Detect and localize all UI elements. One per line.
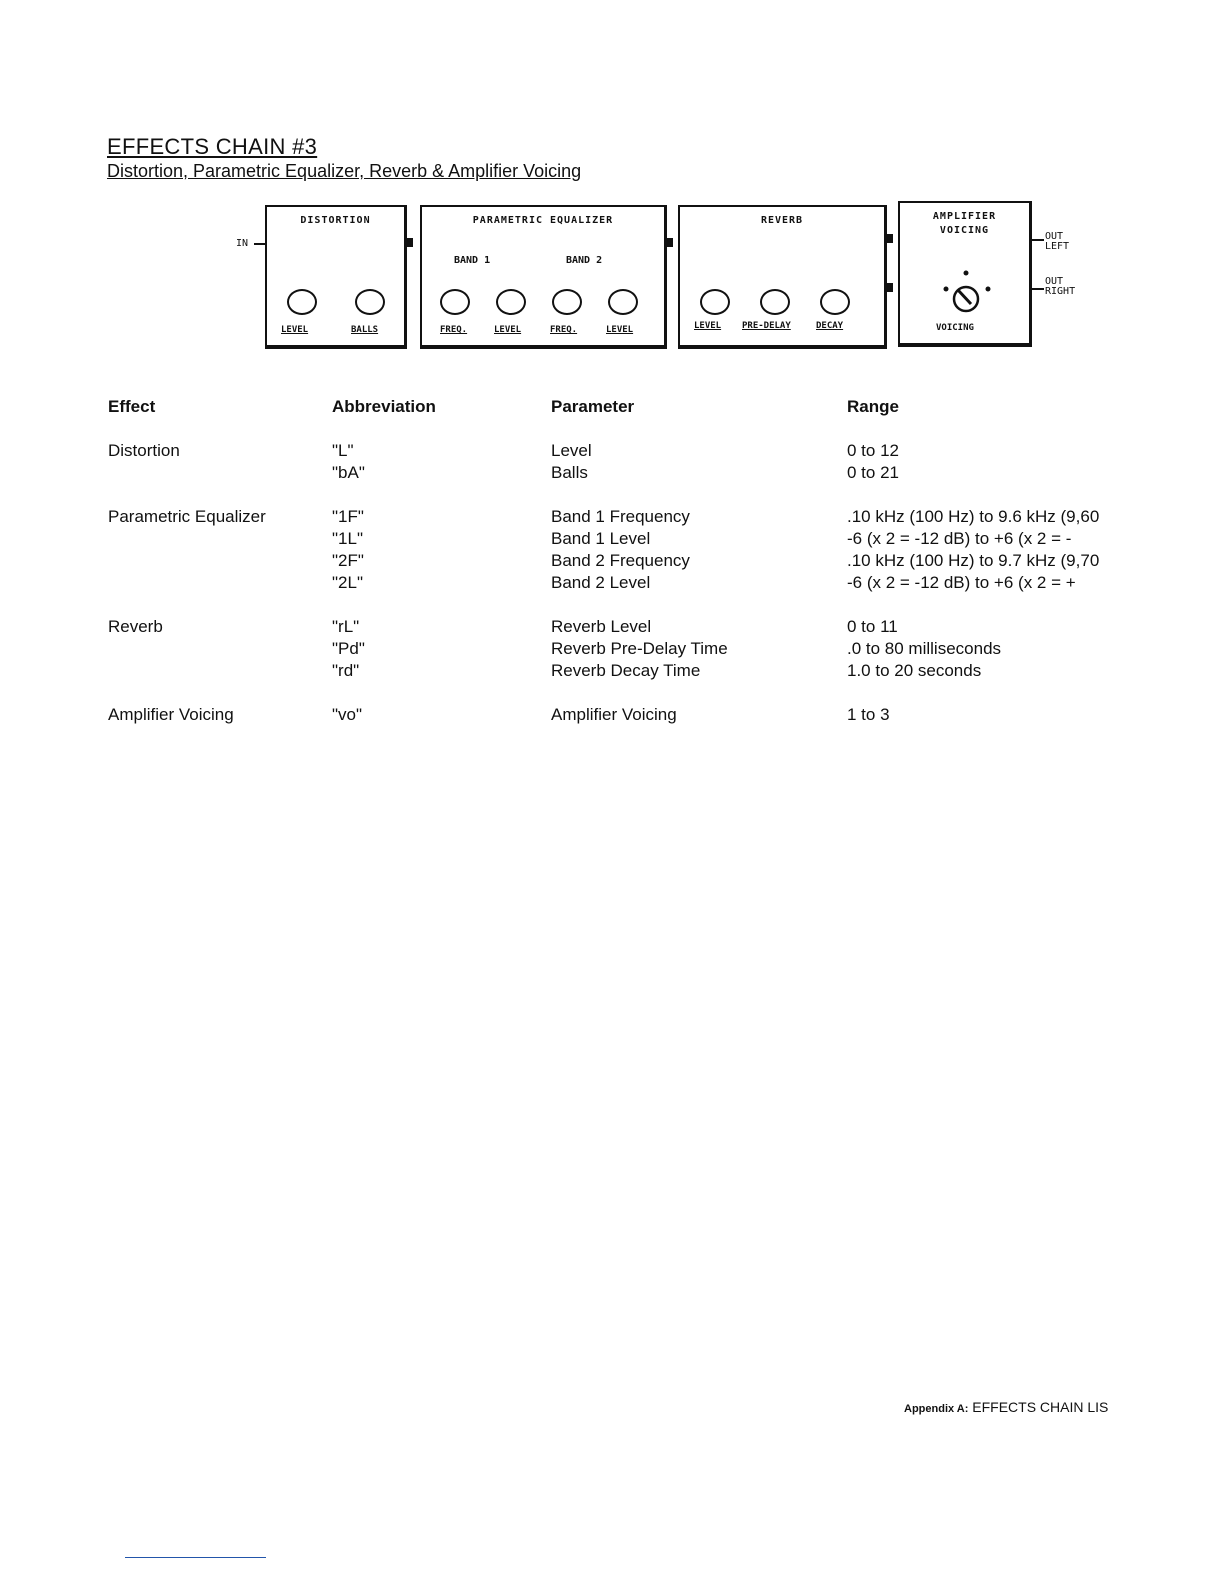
footer-text: EFFECTS CHAIN LIS: [972, 1399, 1109, 1415]
abbreviation-cell: "rL": [332, 617, 360, 636]
parameter-cell: Band 1 Level: [551, 529, 651, 548]
range-cell: 1 to 3: [847, 705, 890, 724]
amp-title-line2: VOICING: [939, 225, 990, 236]
signal-arrow-right: [887, 283, 893, 292]
range-cell: 0 to 21: [847, 463, 899, 482]
column-header-abbreviation: Abbreviation: [332, 397, 436, 416]
abbreviation-cell: "bA": [332, 463, 365, 482]
reverb-title: REVERB: [760, 215, 804, 226]
range-cell: 1.0 to 20 seconds: [847, 661, 982, 680]
range-cell: .10 kHz (100 Hz) to 9.7 kHz (9,70: [847, 551, 1100, 570]
abbreviation-cell: "L": [332, 441, 354, 460]
effect-name: Distortion: [108, 441, 180, 460]
parameter-cell: Reverb Level: [551, 617, 652, 636]
output-right-connector: [1032, 288, 1044, 290]
abbreviation-cell: "2L": [332, 573, 363, 592]
knob-label: LEVEL: [281, 325, 309, 335]
eq-title: PARAMETRIC EQUALIZER: [472, 215, 614, 226]
input-label: IN: [236, 238, 249, 249]
parameter-cell: Band 2 Frequency: [551, 551, 690, 570]
knob-label: PRE-DELAY: [742, 321, 791, 331]
eq-band2-freq-knob: [552, 289, 582, 315]
eq-band1-freq-knob: [440, 289, 470, 315]
distortion-balls-knob: [355, 289, 385, 315]
knob-label: BALLS: [351, 325, 379, 335]
column-header-range: Range: [847, 397, 899, 416]
parameter-cell: Reverb Pre-Delay Time: [551, 639, 728, 658]
output-left-connector: [1032, 239, 1044, 241]
parameter-cell: Band 2 Level: [551, 573, 651, 592]
abbreviation-cell: "1L": [332, 529, 363, 548]
effect-name: Amplifier Voicing: [108, 705, 234, 724]
abbreviation-cell: "2F": [332, 551, 364, 570]
signal-arrow: [407, 238, 413, 247]
eq-band1-level-knob: [496, 289, 526, 315]
abbreviation-cell: "Pd": [332, 639, 365, 658]
effect-name: Reverb: [108, 617, 163, 636]
reverb-decay-knob: [820, 289, 850, 315]
band1-label: BAND 1: [454, 255, 491, 266]
signal-arrow: [667, 238, 673, 247]
knob-label: LEVEL: [606, 325, 634, 335]
distortion-level-knob: [287, 289, 317, 315]
parameter-cell: Band 1 Frequency: [551, 507, 690, 526]
knob-label: FREQ.: [550, 325, 578, 335]
signal-arrow-left: [887, 234, 893, 243]
bottom-rule: [125, 1557, 266, 1558]
range-cell: 0 to 12: [847, 441, 899, 460]
output-left-label: OUT LEFT: [1045, 231, 1070, 252]
reverb-block: [678, 205, 887, 349]
abbreviation-cell: "rd": [332, 661, 360, 680]
parametric-eq-block: [420, 205, 667, 349]
page-subtitle: Distortion, Parametric Equalizer, Reverb & Amplifier Voicing: [107, 161, 582, 181]
range-cell: -6 (x 2 = -12 dB) to +6 (x 2 = -: [847, 529, 1072, 548]
parameter-cell: Amplifier Voicing: [551, 705, 677, 724]
voicing-selector-knob: [938, 265, 998, 317]
eq-band2-level-knob: [608, 289, 638, 315]
distortion-block: [265, 205, 407, 349]
amplifier-voicing-block: [898, 201, 1032, 347]
parameter-cell: Level: [551, 441, 592, 460]
parameter-cell: Reverb Decay Time: [551, 661, 701, 680]
column-header-parameter: Parameter: [551, 397, 635, 416]
page-footer: [904, 1399, 1108, 1415]
range-cell: .10 kHz (100 Hz) to 9.6 kHz (9,60: [847, 507, 1100, 526]
page-title: EFFECTS CHAIN #3: [107, 134, 318, 159]
parameter-cell: Balls: [551, 463, 588, 482]
band2-label: BAND 2: [566, 255, 603, 266]
output-right-label: OUT RIGHT: [1045, 276, 1076, 297]
reverb-level-knob: [700, 289, 730, 315]
knob-label: VOICING: [936, 323, 974, 333]
knob-label: LEVEL: [694, 321, 722, 331]
range-cell: 0 to 11: [847, 617, 898, 636]
range-cell: -6 (x 2 = -12 dB) to +6 (x 2 = +: [847, 573, 1076, 592]
range-cell: .0 to 80 milliseconds: [847, 639, 1002, 658]
knob-label: FREQ.: [440, 325, 468, 335]
knob-label: LEVEL: [494, 325, 522, 335]
distortion-title: DISTORTION: [300, 215, 371, 226]
effect-name: Parametric Equalizer: [108, 507, 266, 526]
footer-appendix-label: Appendix A:: [904, 1403, 969, 1415]
reverb-predelay-knob: [760, 289, 790, 315]
abbreviation-cell: "vo": [332, 705, 363, 724]
amp-title-line1: AMPLIFIER: [932, 211, 997, 222]
knob-label: DECAY: [816, 321, 844, 331]
column-header-effect: Effect: [108, 397, 156, 416]
abbreviation-cell: "1F": [332, 507, 364, 526]
